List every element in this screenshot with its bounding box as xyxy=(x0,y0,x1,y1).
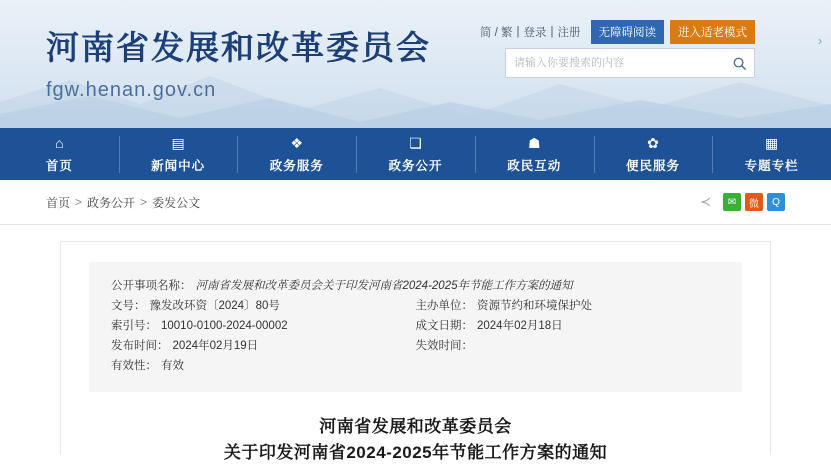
accessibility-button[interactable]: 无障碍阅读 xyxy=(591,20,665,44)
nav-item-openness[interactable] xyxy=(356,130,475,179)
util-separator-2: | xyxy=(550,26,554,38)
edge-scroll-arrow[interactable]: › xyxy=(817,33,823,48)
meta-key-index: 索引号： xyxy=(111,320,157,332)
nav-item-topics[interactable] xyxy=(712,130,831,179)
meta-cell-docnum xyxy=(111,296,416,316)
breadcrumb xyxy=(0,180,831,225)
meta-row-docnum xyxy=(111,296,720,316)
meta-key-issuer: 主办单位： xyxy=(415,300,473,312)
breadcrumb-item-openness[interactable]: 政务公开 xyxy=(87,195,136,210)
meta-value-issuer: 资源节约和环境保护处 xyxy=(477,300,592,312)
meta-key-name: 公开事项名称： xyxy=(111,280,192,292)
nav-label-convenience: 便民服务 xyxy=(625,158,680,173)
share-icon[interactable]: ≺ xyxy=(700,194,711,209)
meta-key-validity: 有效性： xyxy=(111,360,157,372)
article-card xyxy=(60,241,771,462)
meta-cell-publishdate xyxy=(111,336,416,356)
meta-row-name xyxy=(111,276,720,296)
meta-value-validity: 有效 xyxy=(161,360,184,372)
meta-key-expirydate: 失效时间： xyxy=(415,340,473,352)
register-link[interactable]: 注册 xyxy=(557,27,581,39)
interaction-icon: ☗ xyxy=(527,134,541,151)
weibo-share-icon[interactable]: 微 xyxy=(745,193,763,211)
nav-label-service: 政务服务 xyxy=(269,158,324,173)
document-title-line-2: 关于印发河南省2024-2025年节能工作方案的通知 xyxy=(223,443,608,462)
convenience-icon: ✿ xyxy=(647,134,659,151)
share-icon-group xyxy=(723,193,785,211)
elder-mode-button[interactable]: 进入适老模式 xyxy=(670,20,755,44)
main-nav xyxy=(0,128,831,180)
search-input[interactable] xyxy=(506,50,724,76)
site-brand[interactable] xyxy=(46,22,431,102)
openness-icon: ❏ xyxy=(409,134,422,151)
meta-cell-index xyxy=(111,316,416,336)
nav-label-topics: 专题专栏 xyxy=(744,158,799,173)
document-title-line-1: 河南省发展和改革委员会 xyxy=(319,417,512,436)
service-icon: ❖ xyxy=(290,134,304,151)
meta-cell-writtendate xyxy=(416,316,721,336)
nav-item-home[interactable] xyxy=(0,130,119,179)
login-link[interactable]: 登录 xyxy=(523,27,547,39)
meta-key-writtendate: 成文日期： xyxy=(415,320,473,332)
meta-value-writtendate: 2024年02月18日 xyxy=(477,320,563,332)
breadcrumb-item-home[interactable]: 首页 xyxy=(46,195,71,210)
meta-value-name: 河南省发展和改革委员会关于印发河南省2024-2025年节能工作方案的通知 xyxy=(195,280,573,292)
topics-icon: ▦ xyxy=(765,134,779,151)
home-icon: ⌂ xyxy=(55,134,64,151)
meta-row-publishdate xyxy=(111,336,720,356)
search-button[interactable] xyxy=(724,50,754,76)
utility-bar xyxy=(480,20,755,44)
meta-value-docnum: 豫发改环资〔2024〕80号 xyxy=(149,300,280,312)
meta-value-index: 10010-0100-2024-00002 xyxy=(161,320,288,332)
nav-label-home: 首页 xyxy=(45,158,73,173)
meta-cell-issuer xyxy=(416,296,721,316)
meta-key-publishdate: 发布时间： xyxy=(111,340,169,352)
site-domain: fgw.henan.gov.cn xyxy=(46,79,217,101)
meta-key-docnum: 文号： xyxy=(111,300,146,312)
nav-item-convenience[interactable] xyxy=(594,130,713,179)
news-icon: ▤ xyxy=(171,134,185,151)
meta-row-index xyxy=(111,316,720,336)
site-header xyxy=(0,0,831,128)
wechat-share-icon[interactable]: ✉ xyxy=(723,193,741,211)
nav-item-service[interactable] xyxy=(237,130,356,179)
qq-share-icon[interactable]: Q xyxy=(767,193,785,211)
site-title: 河南省发展和改革委员会 xyxy=(46,29,431,66)
nav-item-news[interactable] xyxy=(119,130,238,179)
breadcrumb-item-documents[interactable]: 委发公文 xyxy=(152,195,201,210)
breadcrumb-separator-1: > xyxy=(75,195,83,209)
nav-label-openness: 政务公开 xyxy=(388,158,443,173)
meta-value-publishdate: 2024年02月19日 xyxy=(172,340,259,352)
nav-label-news: 新闻中心 xyxy=(151,158,206,173)
document-title xyxy=(89,414,742,466)
language-switch[interactable]: 简 / 繁 xyxy=(479,27,513,39)
meta-cell-expirydate xyxy=(416,336,721,356)
search-box[interactable] xyxy=(505,48,755,78)
nav-label-interaction: 政民互动 xyxy=(507,158,562,173)
breadcrumb-separator-2: > xyxy=(140,195,148,209)
util-separator: | xyxy=(516,26,520,38)
nav-item-interaction[interactable] xyxy=(475,130,594,179)
meta-row-validity xyxy=(111,356,720,376)
search-icon xyxy=(732,56,747,71)
document-meta-box xyxy=(89,262,742,392)
meta-cell-validity xyxy=(111,356,416,376)
